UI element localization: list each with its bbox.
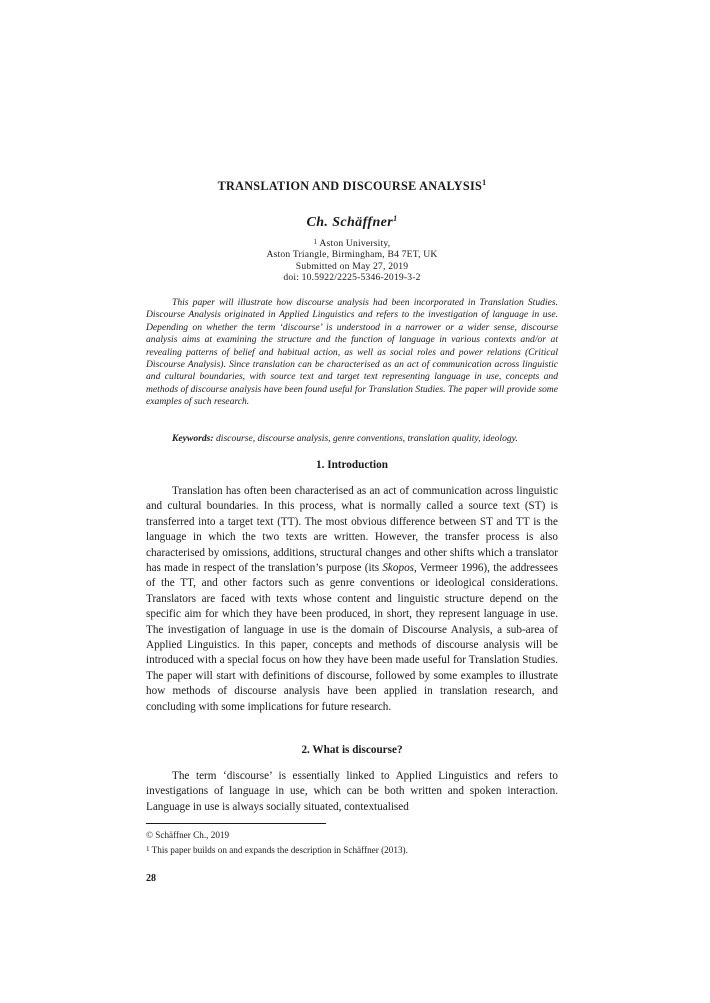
article-title-text: TRANSLATION AND DISCOURSE ANALYSIS [217, 179, 483, 193]
author-affiliation-marker: 1 [393, 214, 398, 223]
introduction-paragraph [146, 484, 558, 715]
discourse-paragraph: The term ‘discourse’ is essentially linked to Applied Linguistics and refers to investigations of language in use, which can be both written and spoken interaction. Language in use is always socially situated, contextualised [146, 770, 558, 813]
footnote-1-text: This paper builds on and expands the description in Schäffner (2013). [151, 845, 408, 855]
skopos-term: Skopos [382, 562, 415, 575]
article-title [146, 179, 558, 194]
footnote-1 [146, 844, 558, 856]
page-number: 28 [146, 873, 156, 884]
footnote-1-marker: 1 [146, 845, 150, 853]
affiliation-address: Aston Triangle, Birmingham, B4 7ET, UK [266, 249, 438, 261]
submission-date: Submitted on May 27, 2019 [295, 260, 409, 272]
keywords [146, 433, 558, 445]
title-footnote-marker: 1 [482, 178, 487, 187]
keywords-label: Keywords: [172, 433, 214, 444]
affiliation-marker: 1 [313, 238, 318, 246]
affiliation-name: Aston University, [319, 238, 391, 249]
abstract: This paper will illustrate how discourse analysis had been incorporated in Translation Studies. Discourse Analysis originated in Applied Linguistics and refers to the investigation of language in use. Depending on whether the term ‘discourse’ is understood in a narrower or a wider sense, discourse analysis aims at examining the structure and the function of language in various contexts and/or at revealing patterns of belief and habitual action, as well as social roles and power relations (Critical Discourse Analysis). Since translation can be characterised as an act of communication across linguistic and cultural boundaries, with source text and target text representing language in use, concepts and methods of discourse analysis have been found useful for Translation Studies. The paper will provide some examples of such research. [146, 297, 558, 408]
section-heading-introduction: 1. Introduction [316, 459, 388, 471]
author-name [146, 215, 558, 231]
intro-text-part2: , Vermeer 1996), the addressees of the TT, and other factors such as genre conventions or ideological considerations. Translators are faced with texts whose content and linguistic structure depend on the specific aim for which they have been produced, in short, they represent language in use. The investigation of language in use is the domain of Discourse Analysis, a sub-area of Applied Linguistics. In this paper, concepts and methods of discourse analysis will be introduced with a special focus on how they have been made useful for Translation Studies. The paper will start with definitions of discourse, followed by some examples to illustrate how methods of discourse analysis have been applied in translation research, and concluding with some implications for future research. [146, 562, 558, 713]
keywords-list: discourse, discourse analysis, genre conventions, translation quality, ideology. [215, 433, 518, 444]
doi: doi: 10.5922/2225-5346-2019-3-2 [283, 272, 421, 284]
affiliation-block [146, 238, 558, 284]
copyright-note: © Schäffner Ch., 2019 [146, 830, 230, 840]
intro-text-part1: Translation has often been characterised as an act of communication across linguistic and cultural boundaries. In this process, what is normally called a source text (ST) is transferred into a target text (TT). The most obvious difference between ST and TT is the language in which the two texts are written. However, the transfer process is also characterised by omissions, additions, structural changes and other shifts which a translator has made in respect of the translation’s purpose (its [146, 485, 558, 575]
author-name-text: Ch. Schäffner [306, 215, 394, 230]
affiliation-line [146, 238, 558, 249]
footnote-divider [146, 823, 326, 824]
section-heading-what-is-discourse: 2. What is discourse? [301, 744, 403, 756]
